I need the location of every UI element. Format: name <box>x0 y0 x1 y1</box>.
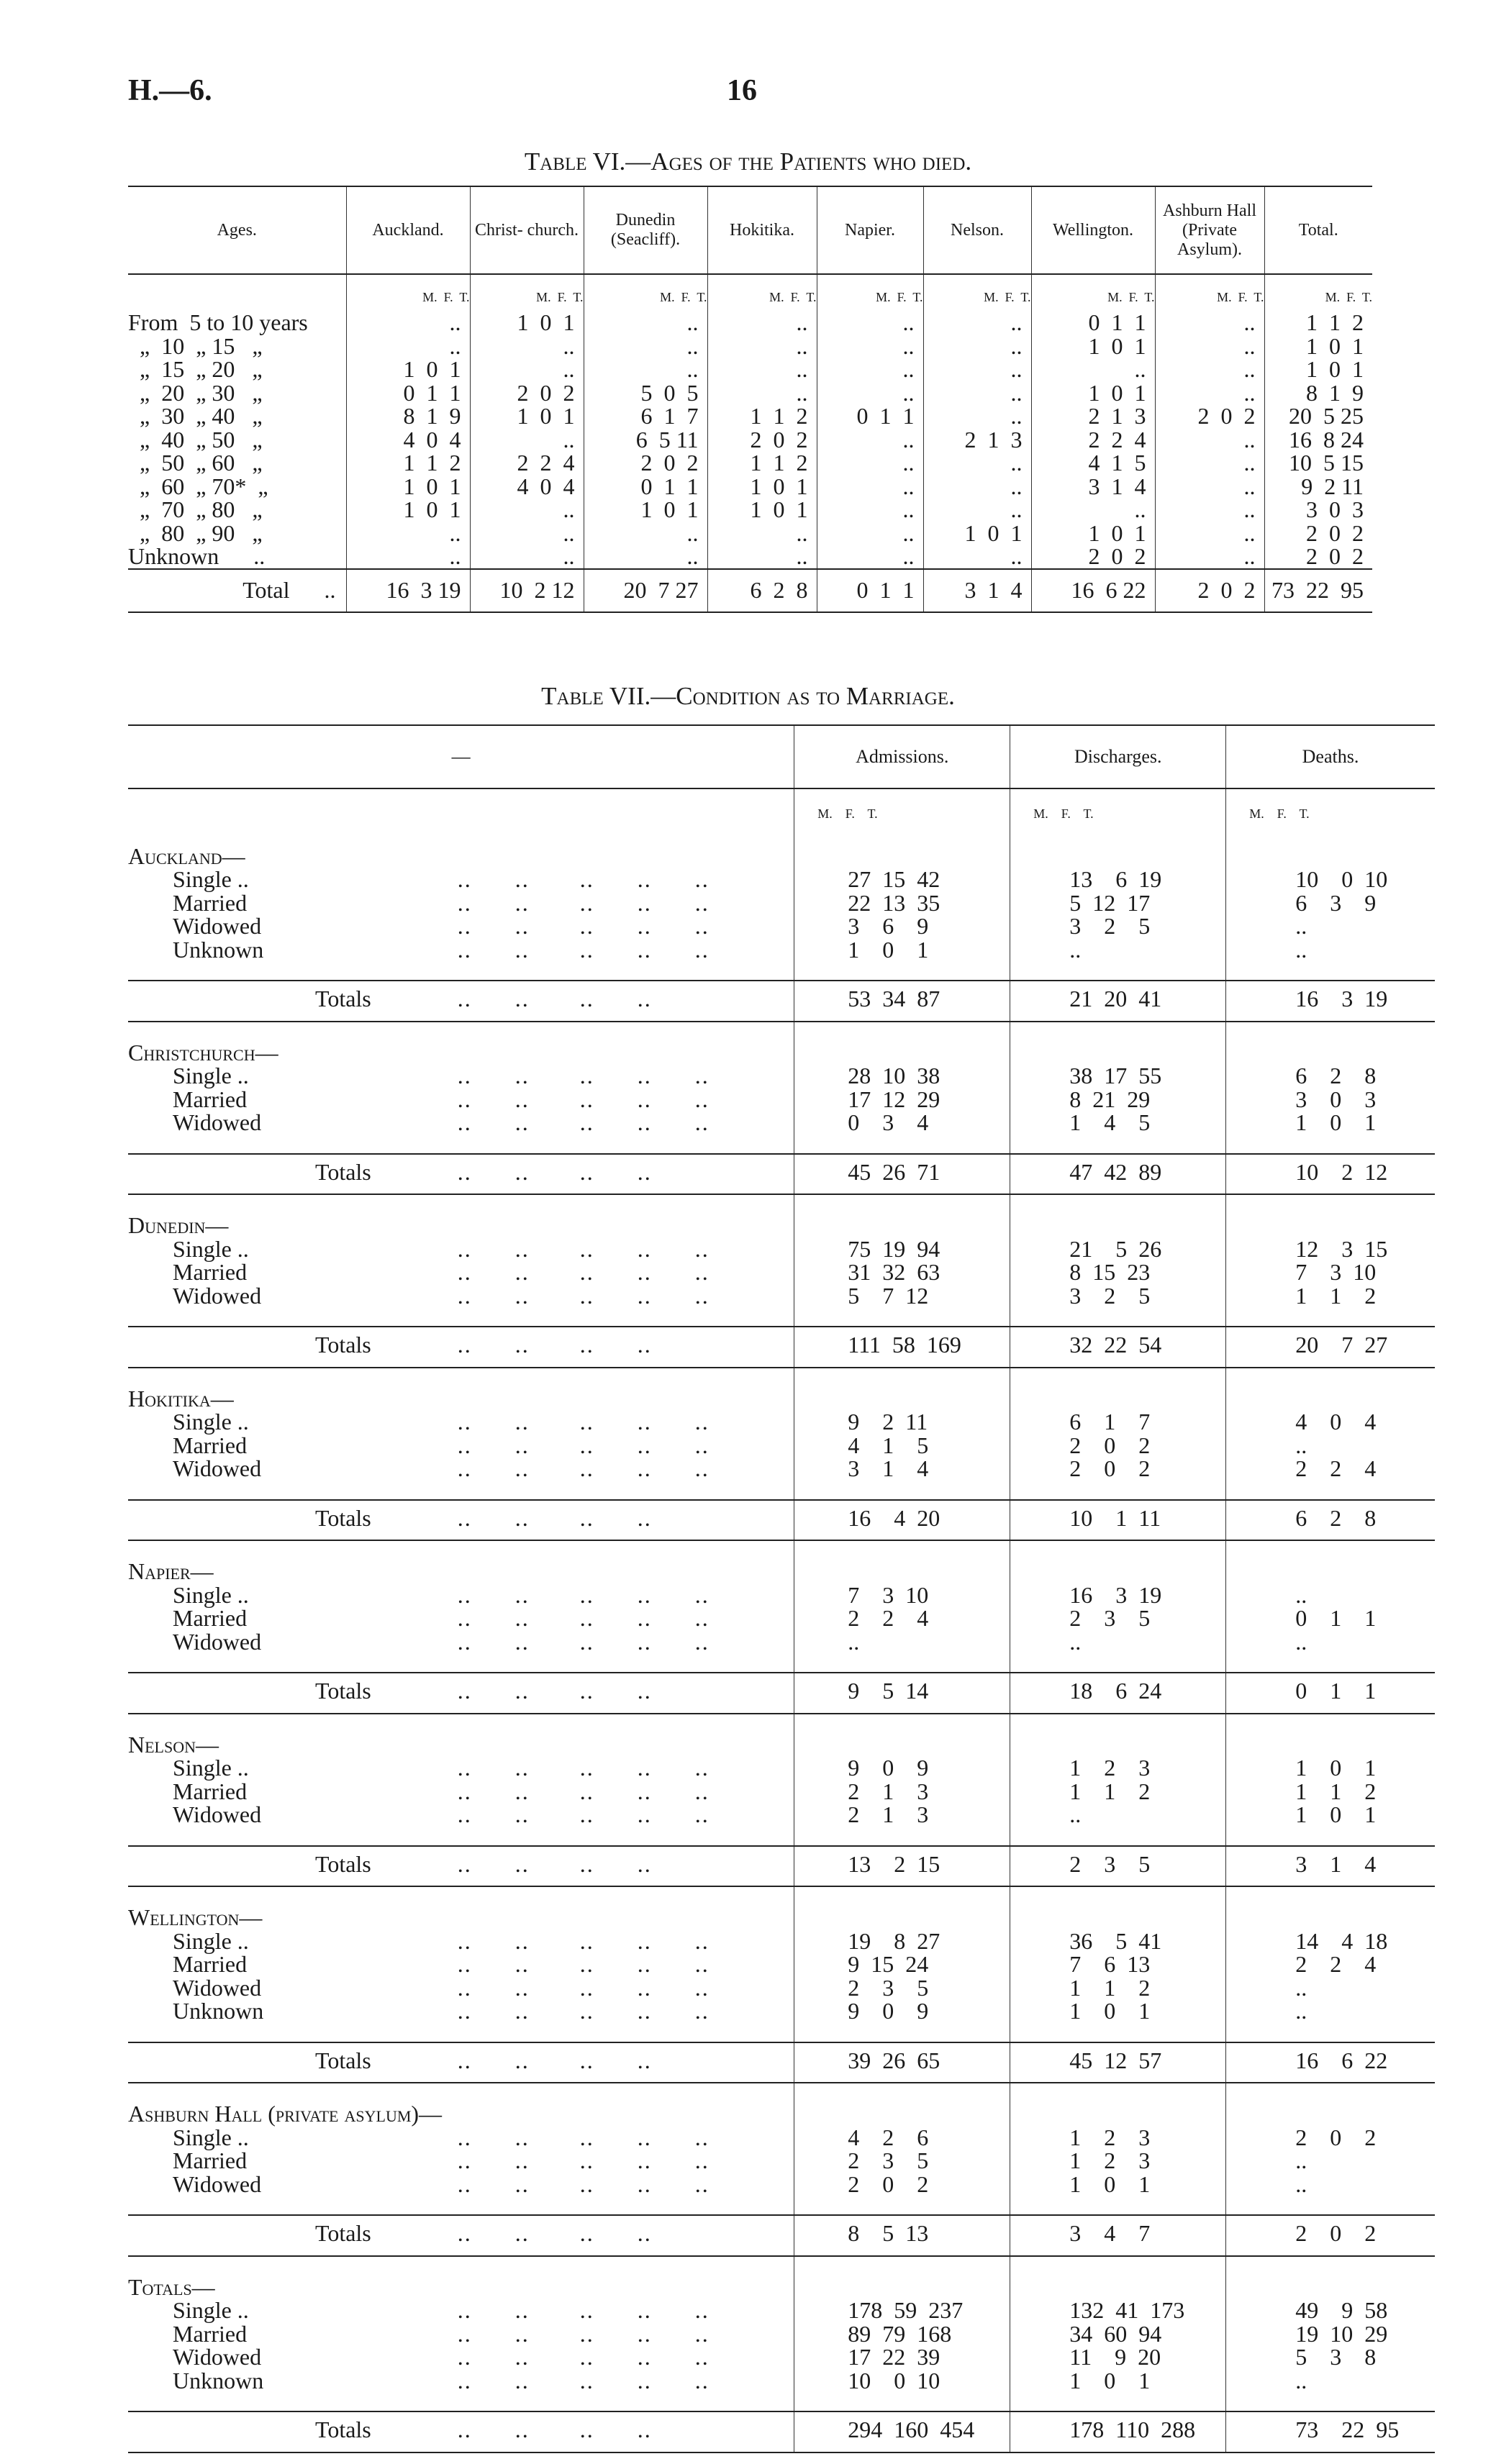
hokitika-values: .. .. .. .. 1 1 2 2 0 2 1 1 2 1 0 1 1 0 1 .. .. <box>707 311 817 569</box>
totals-label: Totals <box>128 1500 371 1541</box>
deaths-total: 16 3 19 <box>1226 981 1435 1022</box>
leader-dots: .. .. .. .. .. .. .. .. .. .. .. .. .. .. .. .. .. .. .. .. <box>457 2297 710 2393</box>
leader-dots: .. .. .. .. <box>371 1500 794 1541</box>
nelson-total: 3 1 4 <box>923 569 1031 612</box>
deaths-total: 10 2 12 <box>1226 1154 1435 1195</box>
leader-dots: .. .. .. .. .. .. .. .. .. .. .. .. .. .. .. .. .. .. .. .. <box>457 866 710 963</box>
group-name: Ashburn Hall (private asylum)— <box>128 2101 443 2127</box>
table7-group-totals <box>128 981 1435 1022</box>
table7-title: Table VII.—Condition as to Marriage. <box>541 682 955 710</box>
totals-label: Totals <box>128 2411 371 2452</box>
deaths-values: 49 9 58 19 10 29 5 3 8 .. <box>1226 2299 1435 2392</box>
table7-group-body <box>128 2126 1435 2196</box>
table7-group-totals <box>128 1327 1435 1368</box>
table7-group-heading <box>128 1022 1435 1065</box>
col-hokitika-header: Hokitika. <box>707 186 817 274</box>
group-name: Dunedin— <box>128 1212 229 1238</box>
deaths-values: 1 0 1 1 1 2 1 0 1 <box>1226 1756 1435 1827</box>
deaths-total: 20 7 27 <box>1226 1327 1435 1368</box>
deaths-values: 2 0 2 .. .. <box>1226 2126 1435 2196</box>
leader-dots: .. .. .. .. <box>371 2411 794 2452</box>
col-napier-header: Napier. <box>817 186 923 274</box>
leader-dots: .. .. .. .. <box>371 1846 794 1887</box>
group-name: Auckland— <box>128 842 245 869</box>
discharges-values: 6 1 7 2 0 2 2 0 2 <box>1010 1410 1226 1481</box>
discharges-values: 1 2 3 1 2 3 1 0 1 <box>1010 2126 1226 2196</box>
condition-labels: Single .. Married Widowed <box>173 1755 262 1827</box>
table7-group-body <box>128 1929 1435 2023</box>
totals-label: Totals <box>128 1154 371 1195</box>
table6-header-row <box>128 186 1372 274</box>
leader-dots: .. .. .. .. .. .. .. .. .. .. .. .. .. .. .. <box>457 1409 710 1481</box>
table7-subheader-row <box>128 788 1435 826</box>
group-name: Christchurch— <box>128 1039 278 1065</box>
napier-total: 0 1 1 <box>817 569 923 612</box>
auckland-total: 16 3 19 <box>346 569 470 612</box>
table6-body-row <box>128 311 1372 569</box>
discharges-values: 13 6 19 5 12 17 3 2 5 .. <box>1010 868 1226 961</box>
admissions-values: 28 10 38 17 12 29 0 3 4 <box>794 1064 1010 1135</box>
col-auckland-header: Auckland. <box>346 186 470 274</box>
deaths-total: 16 6 22 <box>1226 2042 1435 2083</box>
leader-dots: .. .. .. .. <box>371 1327 794 1368</box>
col-admissions-header: Admissions. <box>794 725 1010 788</box>
leader-dots: .. .. .. .. .. .. .. .. .. .. .. .. .. .. .. .. .. .. .. .. <box>457 1927 710 2024</box>
group-name: Totals— <box>128 2273 215 2300</box>
total-values: 1 1 2 1 0 1 1 0 1 8 1 9 20 5 25 16 8 24 10 5 15 9 2 11 3 0 3 2 0 2 2 0 2 <box>1289 309 1364 569</box>
christchurch-values: 1 0 1 .. .. 2 0 2 1 0 1 .. 2 2 4 4 0 4 .. .. .. <box>470 311 584 569</box>
leader-dots: .. .. .. .. .. .. .. .. .. .. .. .. .. .. .. <box>457 1755 710 1827</box>
discharges-values: 16 3 19 2 3 5 .. <box>1010 1583 1226 1654</box>
document-reference: H.—6. <box>128 74 212 107</box>
col-discharges-header: Discharges. <box>1010 725 1226 788</box>
table6-ages-of-patients <box>128 186 1372 613</box>
leader-dots: .. .. .. .. .. .. .. .. .. .. .. .. .. .. .. <box>457 1581 710 1655</box>
leader-dots: .. .. .. .. <box>371 2042 794 2083</box>
col-ages-header: Ages. <box>128 186 346 274</box>
table6-total-row <box>128 569 1372 612</box>
deaths-total: 3 1 4 <box>1226 1846 1435 1887</box>
mft-label: M. F. T. <box>346 274 470 311</box>
leader-dots: .. .. .. .. <box>371 981 794 1022</box>
deaths-total: 2 0 2 <box>1226 2215 1435 2256</box>
deaths-total: 0 1 1 <box>1226 1673 1435 1714</box>
deaths-values: 6 2 8 3 0 3 1 0 1 <box>1226 1064 1435 1135</box>
admissions-total: 16 4 20 <box>794 1500 1010 1541</box>
wellington-total: 16 6 22 <box>1031 569 1155 612</box>
page-number: 16 <box>727 74 757 107</box>
table7-group-heading <box>128 1714 1435 1757</box>
table7-group-heading <box>128 1540 1435 1583</box>
table7-group-totals <box>128 2411 1435 2452</box>
discharges-values: 36 5 41 7 6 13 1 1 2 1 0 1 <box>1010 1929 1226 2023</box>
discharges-total: 2 3 5 <box>1010 1846 1226 1887</box>
mft-label: M. F. T. <box>584 274 707 311</box>
discharges-total: 47 42 89 <box>1010 1154 1226 1195</box>
leader-dots: .. .. .. .. .. .. .. .. .. .. .. .. .. .. .. <box>457 2124 710 2197</box>
col-deaths-header: Deaths. <box>1226 725 1435 788</box>
table7-group-totals <box>128 1673 1435 1714</box>
age-group-labels: From 5 to 10 years „ 10 „ 15 „ „ 15 „ 20 „ „ 20 „ 30 „ „ 30 „ 40 „ „ 40 „ 50 „ „ 50 „ 60 „ „ 60 „ 70* „ „ 70 „ 80 „ „ 80 „ 90 „ Unknown .. <box>128 311 346 569</box>
mft-label: M. F. T. <box>794 788 1010 826</box>
mft-label: M. F. T. <box>1031 274 1155 311</box>
condition-labels: Single .. Married Widowed <box>173 1409 262 1481</box>
table7-group-body <box>128 1756 1435 1827</box>
deaths-total: 73 22 95 <box>1226 2411 1435 2452</box>
discharges-values: 1 2 3 1 1 2 .. <box>1010 1756 1226 1827</box>
table7-group-body <box>128 868 1435 961</box>
admissions-total: 294 160 454 <box>794 2411 1010 2452</box>
ashburn-total: 2 0 2 <box>1155 569 1264 612</box>
table7-group-body <box>128 1410 1435 1481</box>
admissions-values: 4 2 6 2 3 5 2 0 2 <box>794 2126 1010 2196</box>
discharges-total: 21 20 41 <box>1010 981 1226 1022</box>
admissions-total: 45 26 71 <box>794 1154 1010 1195</box>
grand-total: 73 22 95 <box>1264 569 1372 612</box>
mft-label: M. F. T. <box>1155 274 1264 311</box>
mft-label: M. F. T. <box>817 274 923 311</box>
col-christchurch-header: Christ- church. <box>470 186 584 274</box>
discharges-total: 178 110 288 <box>1010 2411 1226 2452</box>
napier-values: .. .. .. .. 0 1 1 .. .. .. .. .. .. <box>817 311 923 569</box>
group-name: Napier— <box>128 1558 214 1584</box>
table7-group-totals <box>128 1154 1435 1195</box>
table7-group-heading <box>128 2083 1435 2126</box>
table6-subheader-row <box>128 274 1372 311</box>
leader-dots: .. .. .. .. <box>371 1154 794 1195</box>
table7-group-body <box>128 1064 1435 1135</box>
condition-labels: Single .. Married Widowed <box>173 1063 262 1135</box>
mft-label: M. F. T. <box>1325 290 1372 304</box>
col-total-header: Total. <box>1264 186 1372 274</box>
condition-labels: Single .. Married Widowed Unknown <box>173 866 264 963</box>
table7-header-row <box>128 725 1435 788</box>
condition-labels: Single .. Married Widowed Unknown <box>173 2297 264 2393</box>
table7-group-body <box>128 2299 1435 2392</box>
table7-group-heading <box>128 826 1435 868</box>
totals-label: Totals <box>128 2042 371 2083</box>
totals-label: Totals <box>128 1327 371 1368</box>
condition-labels: Single .. Married Widowed <box>173 1581 262 1655</box>
table6-title: Table VI.—Ages of the Patients who died. <box>524 147 972 176</box>
admissions-total: 53 34 87 <box>794 981 1010 1022</box>
condition-labels: Single .. Married Widowed <box>173 1235 262 1309</box>
table7-group-heading <box>128 1886 1435 1929</box>
admissions-values: 9 2 11 4 1 5 3 1 4 <box>794 1410 1010 1481</box>
col-ashburn-header: Ashburn Hall (Private Asylum). <box>1155 186 1264 274</box>
group-name: Wellington— <box>128 1904 263 1930</box>
christchurch-total: 10 2 12 <box>470 569 584 612</box>
group-name: Hokitika— <box>128 1385 234 1411</box>
mft-label: M. F. T. <box>1226 788 1435 826</box>
deaths-values: 14 4 18 2 2 4 .. .. <box>1226 1929 1435 2023</box>
discharges-total: 32 22 54 <box>1010 1327 1226 1368</box>
deaths-values: 4 0 4 .. 2 2 4 <box>1226 1410 1435 1481</box>
mft-label: M. F. T. <box>923 274 1031 311</box>
ashburn-values: .. .. .. .. 2 0 2 .. .. .. .. .. .. <box>1155 311 1264 569</box>
discharges-values: 38 17 55 8 21 29 1 4 5 <box>1010 1064 1226 1135</box>
totals-label: Totals <box>128 2215 371 2256</box>
discharges-values: 21 5 26 8 15 23 3 2 5 <box>1010 1237 1226 1308</box>
dunedin-total: 20 7 27 <box>584 569 707 612</box>
group-name: Nelson— <box>128 1731 219 1758</box>
totals-label: Totals <box>128 1846 371 1887</box>
wellington-values: 0 1 1 1 0 1 .. 1 0 1 2 1 3 2 2 4 4 1 5 3 1 4 .. 1 0 1 2 0 2 <box>1031 311 1155 569</box>
col-dunedin-header: Dunedin (Seacliff). <box>584 186 707 274</box>
admissions-values: 7 3 10 2 2 4 .. <box>794 1583 1010 1654</box>
table7-group-totals <box>128 2215 1435 2256</box>
table7-condition-as-to-marriage <box>128 724 1435 2453</box>
table7-group-heading <box>128 2256 1435 2299</box>
col-nelson-header: Nelson. <box>923 186 1031 274</box>
discharges-total: 45 12 57 <box>1010 2042 1226 2083</box>
table7-group-heading <box>128 1368 1435 1411</box>
hokitika-total: 6 2 8 <box>707 569 817 612</box>
table7-group-totals <box>128 1846 1435 1887</box>
admissions-total: 9 5 14 <box>794 1673 1010 1714</box>
leader-dots: .. .. .. .. .. .. .. .. .. .. .. .. .. .. .. <box>457 1063 710 1135</box>
auckland-values: .. .. 1 0 1 0 1 1 8 1 9 4 0 4 1 1 2 1 0 1 1 0 1 .. .. <box>346 311 470 569</box>
totals-label: Totals <box>128 1673 371 1714</box>
table7-group-totals <box>128 1500 1435 1541</box>
table7-group-body <box>128 1583 1435 1654</box>
admissions-values: 9 0 9 2 1 3 2 1 3 <box>794 1756 1010 1827</box>
admissions-values: 19 8 27 9 15 24 2 3 5 9 0 9 <box>794 1929 1010 2023</box>
condition-labels: Single .. Married Widowed Unknown <box>173 1927 264 2024</box>
discharges-total: 18 6 24 <box>1010 1673 1226 1714</box>
col-blank-header: — <box>128 725 794 788</box>
table7-group-heading <box>128 1194 1435 1237</box>
totals-label: Totals <box>128 981 371 1022</box>
leader-dots: .. .. .. .. <box>371 2215 794 2256</box>
leader-dots: .. .. .. .. .. .. .. .. .. .. .. .. .. .. .. <box>457 1235 710 1309</box>
deaths-values: 10 0 10 6 3 9 .. .. <box>1226 868 1435 961</box>
leader-dots: .. .. .. .. <box>371 1673 794 1714</box>
nelson-values: .. .. .. .. .. 2 1 3 .. .. .. 1 0 1 .. <box>923 311 1031 569</box>
admissions-values: 75 19 94 31 32 63 5 7 12 <box>794 1237 1010 1308</box>
admissions-total: 111 58 169 <box>794 1327 1010 1368</box>
deaths-values: 12 3 15 7 3 10 1 1 2 <box>1226 1237 1435 1308</box>
admissions-total: 39 26 65 <box>794 2042 1010 2083</box>
admissions-values: 178 59 237 89 79 168 17 22 39 10 0 10 <box>794 2299 1010 2392</box>
admissions-total: 8 5 13 <box>794 2215 1010 2256</box>
table7-group-totals <box>128 2042 1435 2083</box>
mft-label: M. F. T. <box>1010 788 1226 826</box>
mft-label: M. F. T. <box>707 274 817 311</box>
dunedin-values: .. .. .. 5 0 5 6 1 7 6 5 11 2 0 2 0 1 1 1 0 1 .. .. <box>584 311 707 569</box>
table7-group-body <box>128 1237 1435 1308</box>
condition-labels: Single .. Married Widowed <box>173 2124 262 2197</box>
admissions-total: 13 2 15 <box>794 1846 1010 1887</box>
discharges-total: 10 1 11 <box>1010 1500 1226 1541</box>
discharges-total: 3 4 7 <box>1010 2215 1226 2256</box>
total-label: Total .. <box>128 569 346 612</box>
deaths-total: 6 2 8 <box>1226 1500 1435 1541</box>
discharges-values: 132 41 173 34 60 94 11 9 20 1 0 1 <box>1010 2299 1226 2392</box>
mft-label: M. F. T. <box>470 274 584 311</box>
deaths-values: .. 0 1 1 .. <box>1226 1583 1435 1654</box>
col-wellington-header: Wellington. <box>1031 186 1155 274</box>
admissions-values: 27 15 42 22 13 35 3 6 9 1 0 1 <box>794 868 1010 961</box>
